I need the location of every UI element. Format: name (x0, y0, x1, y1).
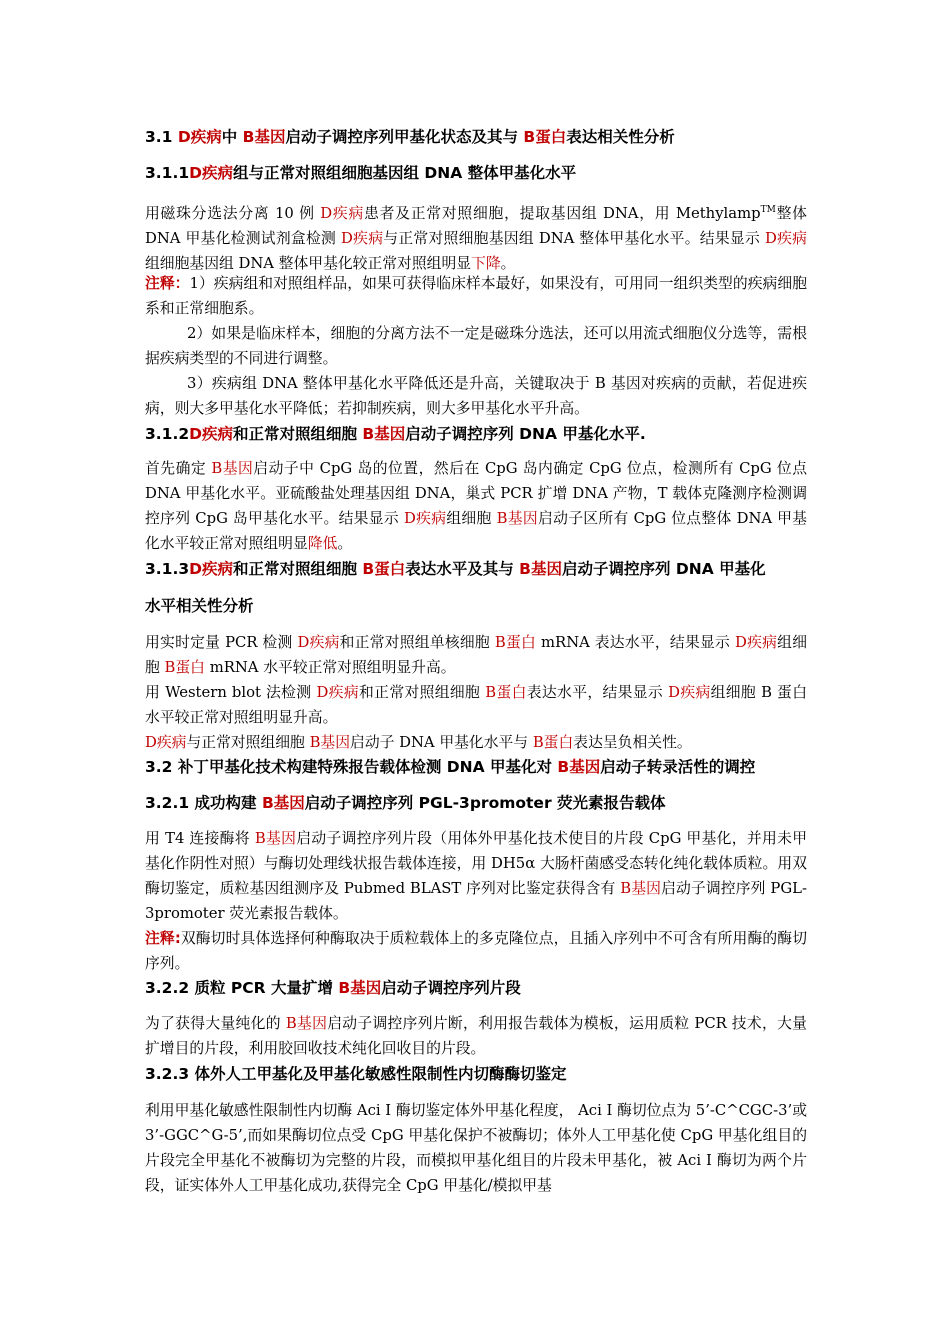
heading-3-2: 3.2 补丁甲基化技术构建特殊报告载体检测 DNA 甲基化对 B基因启动子转录活性的调控 (145, 758, 756, 776)
heading-3-1-3-cont: 水平相关性分析 (145, 597, 254, 615)
heading-3-2-1: 3.2.1 成功构建 B基因启动子调控序列 PGL-3promoter 荧光素报告载体 (145, 794, 666, 812)
note-3: 3）疾病组 DNA 整体甲基化水平降低还是升高，关键取决于 B 基因对疾病的贡献，若促进疾病，则大多甲基化水平降低；若抑制疾病，则大多甲基化水平升高。 (145, 375, 807, 417)
heading-3-1-1: 3.1.1D疾病组与正常对照组细胞基因组 DNA 整体甲基化水平 (145, 164, 577, 182)
paragraph-3-1-3-western: 用 Western blot 法检测 D疾病和正常对照组细胞 B蛋白表达水平，结果显示 D疾病组细胞 B 蛋白水平较正常对照组明显升高。 (145, 684, 807, 726)
note-4: 注释:双酶切时具体选择何种酶取决于质粒载体上的多克隆位点，且插入序列中不可含有所用酶的酶切序列。 (145, 930, 807, 972)
paragraph-3-1-3-correlation: D疾病与正常对照组细胞 B基因启动子 DNA 甲基化水平与 B蛋白表达呈负相关性。 (145, 734, 692, 751)
heading-3-2-3: 3.2.3 体外人工甲基化及甲基化敏感性限制性内切酶酶切鉴定 (145, 1065, 567, 1083)
paragraph-3-1-3-pcr: 用实时定量 PCR 检测 D疾病和正常对照组单核细胞 B蛋白 mRNA 表达水平，结果显示 D疾病组细胞 B蛋白 mRNA 水平较正常对照组明显升高。 (145, 634, 807, 676)
paragraph-3-2-2: 为了获得大量纯化的 B基因启动子调控序列片断，利用报告载体为模板，运用质粒 PCR 技术，大量扩增目的片段，利用胶回收技术纯化回收目的片段。 (145, 1015, 807, 1057)
paragraph-3-2-1: 用 T4 连接酶将 B基因启动子调控序列片段（用体外甲基化技术使目的片段 CpG 甲基化，并用未甲基化作阴性对照）与酶切处理线状报告载体连接，用 DH5α 大肠杆菌感受态转化纯化载体质粒。用双酶切鉴定，质粒基因组测序及 Pubmed BLAST 序列对比鉴定获得含有 B基因启动子调控序列 PGL-3promoter 荧光素报告载体。 (145, 830, 807, 922)
heading-3-1-2: 3.1.2D疾病和正常对照组细胞 B基因启动子调控序列 DNA 甲基化水平. (145, 425, 646, 443)
note-1: 注释：1）疾病组和对照组样品，如果可获得临床样本最好，如果没有，可用同一组织类型的疾病细胞系和正常细胞系。 (145, 275, 807, 317)
heading-3-1: 3.1 D疾病中 B基因启动子调控序列甲基化状态及其与 B蛋白表达相关性分析 (145, 128, 675, 146)
paragraph-3-1-2: 首先确定 B基因启动子中 CpG 岛的位置，然后在 CpG 岛内确定 CpG 位点，检测所有 CpG 位点 DNA 甲基化水平。亚硫酸盐处理基因组 DNA，巢式 PCR 扩增 DNA 产物，T 载体克隆测序检测调控序列 CpG 岛甲基化水平。结果显示 D疾病组细胞 B基因启动子区所有 CpG 位点整体 DNA 甲基化水平较正常对照组明显降低。 (145, 460, 807, 552)
heading-3-1-3: 3.1.3D疾病和正常对照组细胞 B蛋白表达水平及其与 B基因启动子调控序列 DNA 甲基化 (145, 560, 766, 578)
paragraph-3-2-3: 利用甲基化敏感性限制性内切酶 Aci I 酶切鉴定体外甲基化程度， Aci I 酶切位点为 5’-C^CGC-3’或 3’-GGC^G-5’,而如果酶切位点受 CpG 甲基化保护不被酶切；体外人工甲基化使 CpG 甲基化组目的片段完全甲基化不被酶切为完整的片段，而模拟甲基化组目的片段未甲基化，被 Aci I 酶切为两个片段，证实体外人工甲基化成功,获得完全 CpG 甲基化/模拟甲基 (145, 1102, 807, 1194)
heading-3-2-2: 3.2.2 质粒 PCR 大量扩增 B基因启动子调控序列片段 (145, 979, 521, 997)
note-2: 2）如果是临床样本，细胞的分离方法不一定是磁珠分选法，还可以用流式细胞仪分选等，需根据疾病类型的不同进行调整。 (145, 325, 807, 367)
paragraph-3-1-1: 用磁珠分选法分离 10 例 D疾病患者及正常对照细胞，提取基因组 DNA，用 Methylamp™整体 DNA 甲基化检测试剂盒检测 D疾病与正常对照细胞基因组 DNA 整体甲基化水平。结果显示 D疾病组细胞基因组 DNA 整体甲基化较正常对照组明显下降。 (145, 204, 807, 272)
